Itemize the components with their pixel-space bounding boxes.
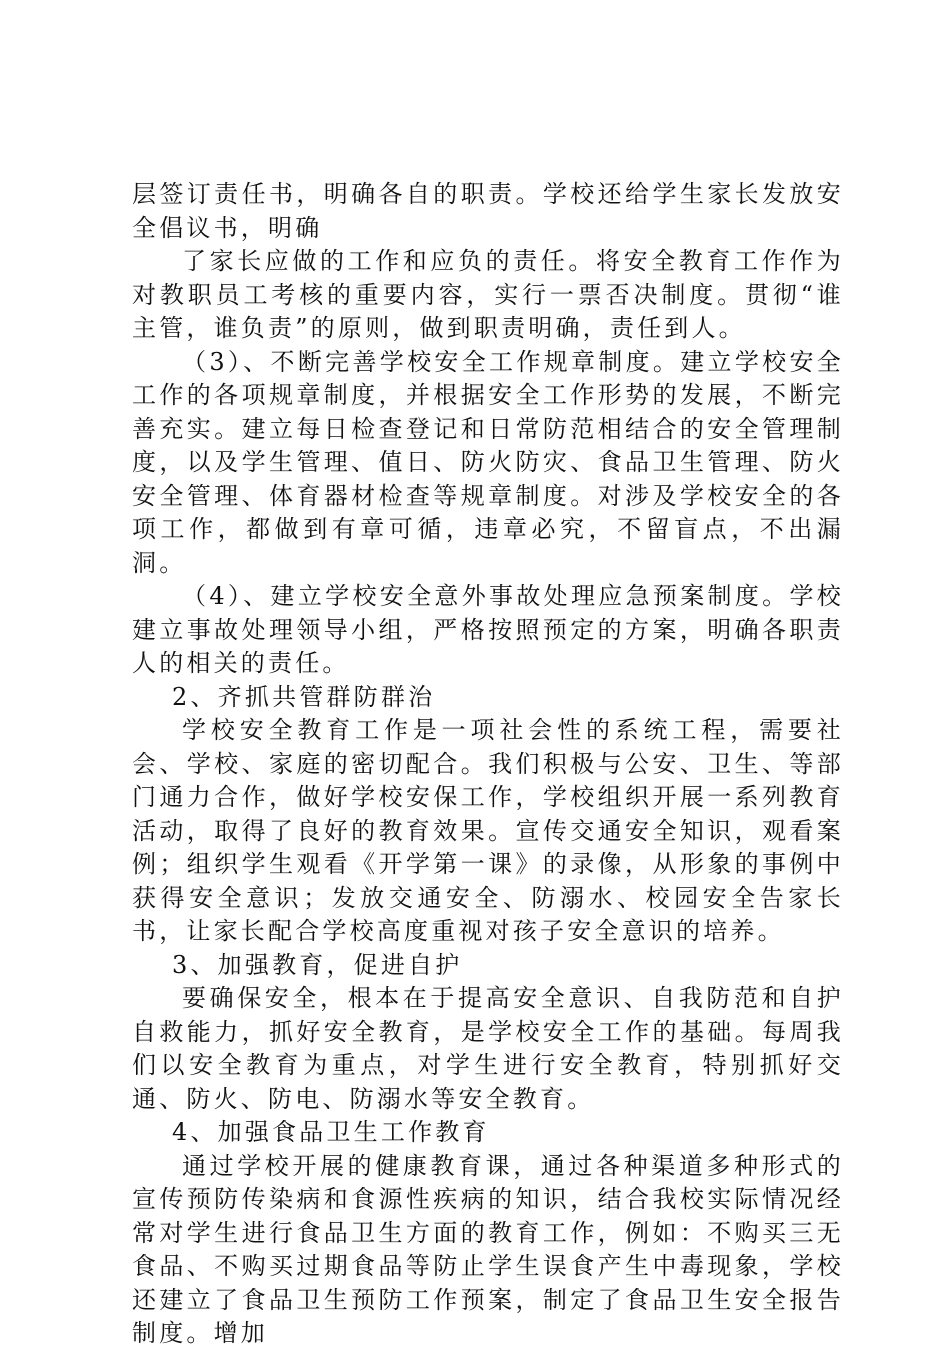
section-heading-2: 2、齐抓共管群防群治 — [172, 682, 436, 711]
section-heading-3: 3、加强教育，促进自护 — [172, 950, 463, 979]
paragraph-10: 通过学校开展的健康教育课，通过各种渠道多种形式的宣传预防传染病和食源性疾病的知识，结合我校实际情况经常对学生进行食品卫生方面的教育工作，例如：不购买三无食品、不购买过期食品等防止学生误食产生中毒现象，学校还建立了食品卫生预防工作预案，制定了食品卫生安全报告制度。增加 — [132, 1151, 844, 1347]
paragraph-1: 层签订责任书，明确各自的职责。学校还给学生家长发放安全倡议书，明确 — [132, 180, 844, 242]
paragraph-6: 学校安全教育工作是一项社会性的系统工程，需要社会、学校、家庭的密切配合。我们积极与公安、卫生、等部门通力合作，做好学校安保工作，学校组织开展一系列教育活动，取得了良好的教育效果。宣传交通安全知识，观看案例；组织学生观看《开学第一课》的录像，从形象的事例中获得安全意识；发放交通安全、防溺水、校园安全告家长书，让家长配合学校高度重视对孩子安全意识的培养。 — [132, 716, 844, 945]
section-heading-4: 4、加强食品卫生工作教育 — [172, 1118, 490, 1146]
paragraph-2: 了家长应做的工作和应负的责任。将安全教育工作作为对教职员工考核的重要内容，实行一票否决制度。贯彻“谁主管，谁负责”的原则，做到职责明确，责任到人。 — [132, 247, 844, 342]
document-body — [132, 178, 844, 1351]
paragraph-4: （4）、建立学校安全意外事故处理应急预案制度。学校建立事故处理领导小组，严格按照预定的方案，明确各职责人的相关的责任。 — [132, 582, 844, 677]
paragraph-8: 要确保安全，根本在于提高安全意识、自我防范和自护自救能力，抓好安全教育，是学校安全工作的基础。每周我们以安全教育为重点，对学生进行安全教育，特别抓好交通、防火、防电、防溺水等安全教育。 — [132, 984, 844, 1113]
paragraph-3: （3）、不断完善学校安全工作规章制度。建立学校安全工作的各项规章制度，并根据安全工作形势的发展，不断完善充实。建立每日检查登记和日常防范相结合的安全管理制度，以及学生管理、值日、防火防灾、食品卫生管理、防火安全管理、体育器材检查等规章制度。对涉及学校安全的各项工作，都做到有章可循，违章必究，不留盲点，不出漏洞。 — [132, 347, 844, 577]
